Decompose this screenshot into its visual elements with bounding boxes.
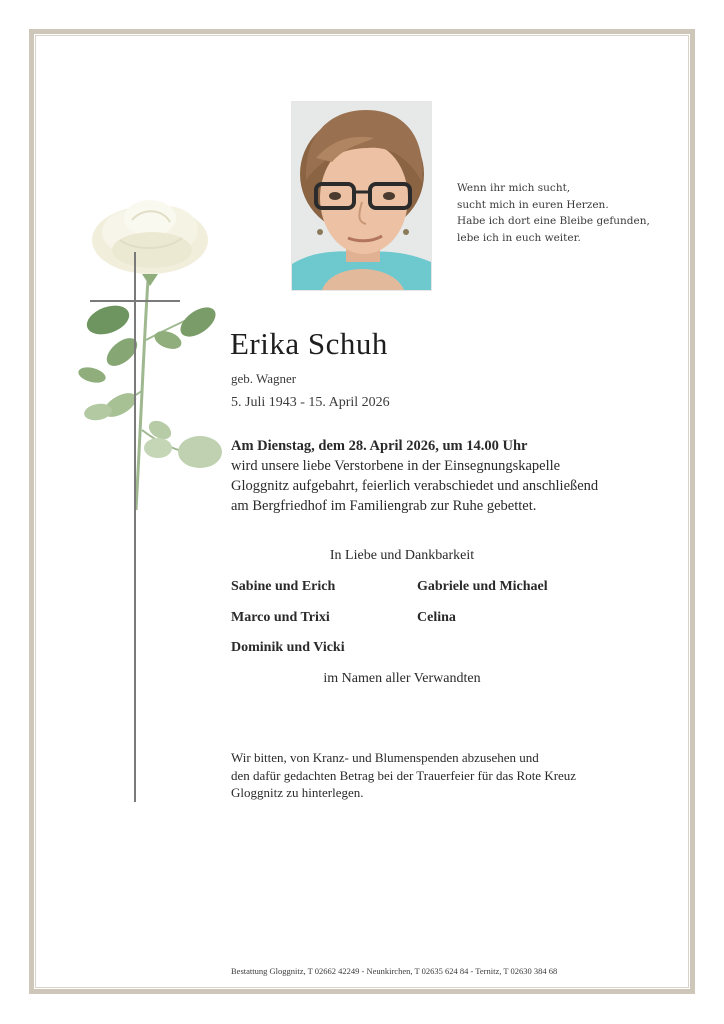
mourner-name: Sabine und Erich <box>231 579 336 594</box>
gratitude-line: In Liebe und Dankbarkeit <box>329 548 475 563</box>
poem-line: Habe ich dort eine Bleibe gefunden, <box>457 215 650 227</box>
portrait-photo <box>291 101 432 291</box>
portrait-illustration <box>292 102 431 290</box>
mourner-name: Dominik und Vicki <box>231 640 345 655</box>
donation-request <box>231 749 651 802</box>
mourner-name: Marco und Trixi <box>231 610 330 625</box>
funeral-home-footer: Bestattung Gloggnitz, T 02662 42249 - Neunkirchen, T 02635 624 84 - Ternitz, T 02630 384 68 <box>231 966 558 976</box>
poem-line: sucht mich in euren Herzen. <box>457 198 609 211</box>
funeral-announcement <box>231 436 651 516</box>
funeral-date-line: Am Dienstag, dem 28. April 2026, um 14.00 Uhr <box>231 438 528 454</box>
poem-line: Wenn ihr mich sucht, <box>457 182 571 194</box>
request-line: den dafür gedachten Betrag bei der Trauerfeier für das Rote Kreuz <box>231 767 577 783</box>
mourner-name: Celina <box>417 610 456 625</box>
request-line: Gloggnitz zu hinterlegen. <box>231 785 364 800</box>
announcement-line: am Bergfriedhof im Familiengrab zur Ruhe gebettet. <box>231 498 537 514</box>
poem-line: lebe ich in euch weiter. <box>457 231 581 244</box>
announcement-line: wird unsere liebe Verstorbene in der Einsegnungskapelle <box>231 458 561 474</box>
white-rose-image <box>70 190 230 520</box>
cross-horizontal-line <box>90 300 180 302</box>
memorial-poem <box>457 180 667 246</box>
life-dates: 5. Juli 1943 - 15. April 2026 <box>231 395 390 410</box>
announcement-line: Gloggnitz aufgebahrt, feierlich verabschiedet und anschließend <box>231 478 599 494</box>
request-line: Wir bitten, von Kranz- und Blumenspenden abzusehen und <box>231 750 539 765</box>
cross-vertical-line <box>134 252 136 802</box>
deceased-name: Erika Schuh <box>230 326 388 361</box>
mourner-name: Gabriele und Michael <box>417 579 548 594</box>
birth-name: geb. Wagner <box>231 371 297 386</box>
relatives-line: im Namen aller Verwandten <box>323 671 481 686</box>
